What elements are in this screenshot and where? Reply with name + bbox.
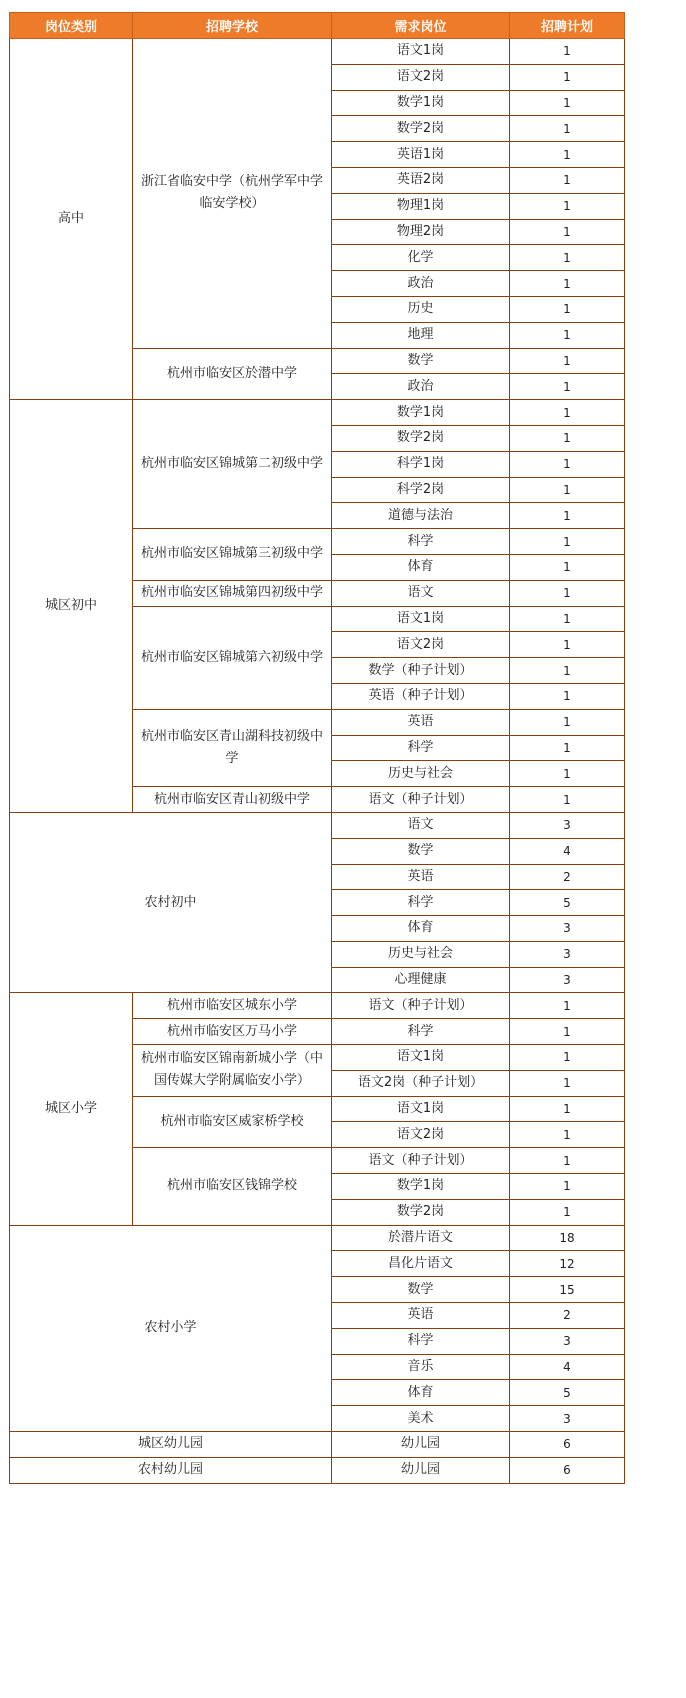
- plan-cell: 3: [510, 812, 625, 838]
- post-cell: 於潜片语文: [332, 1225, 510, 1251]
- school-cell: 杭州市临安区於潜中学: [133, 348, 332, 400]
- recruitment-plan-table: [9, 12, 625, 1484]
- plan-cell: 4: [510, 1354, 625, 1380]
- plan-cell: 3: [510, 967, 625, 993]
- plan-cell: 1: [510, 451, 625, 477]
- category-cell: 农村初中: [10, 812, 332, 993]
- post-cell: 数学1岗: [332, 1174, 510, 1200]
- post-cell: 数学1岗: [332, 90, 510, 116]
- plan-cell: 6: [510, 1432, 625, 1458]
- plan-cell: 1: [510, 271, 625, 297]
- post-cell: 美术: [332, 1406, 510, 1432]
- plan-cell: 5: [510, 890, 625, 916]
- post-cell: 英语2岗: [332, 167, 510, 193]
- plan-cell: 1: [510, 1199, 625, 1225]
- post-cell: 体育: [332, 1380, 510, 1406]
- post-cell: 数学1岗: [332, 400, 510, 426]
- post-cell: 语文1岗: [332, 1096, 510, 1122]
- recruitment-table-container: [9, 12, 625, 1484]
- post-cell: 数学: [332, 1277, 510, 1303]
- plan-cell: 1: [510, 477, 625, 503]
- plan-cell: 1: [510, 761, 625, 787]
- post-cell: 音乐: [332, 1354, 510, 1380]
- post-cell: 语文2岗: [332, 632, 510, 658]
- table-row: [10, 993, 625, 1019]
- plan-cell: 4: [510, 838, 625, 864]
- plan-cell: 15: [510, 1277, 625, 1303]
- post-cell: 化学: [332, 245, 510, 271]
- school-cell: 杭州市临安区城东小学: [133, 993, 332, 1019]
- school-cell: 杭州市临安区锦城第六初级中学: [133, 606, 332, 709]
- post-cell: 体育: [332, 554, 510, 580]
- post-cell: 语文: [332, 580, 510, 606]
- plan-cell: 1: [510, 167, 625, 193]
- plan-cell: 1: [510, 322, 625, 348]
- table-row: [10, 812, 625, 838]
- post-cell: 英语: [332, 1303, 510, 1329]
- plan-cell: 1: [510, 1045, 625, 1071]
- plan-cell: 6: [510, 1457, 625, 1483]
- post-cell: 数学: [332, 348, 510, 374]
- school-cell: 杭州市临安区青山初级中学: [133, 787, 332, 813]
- post-cell: 历史与社会: [332, 761, 510, 787]
- post-cell: 科学: [332, 529, 510, 555]
- table-row: [10, 1225, 625, 1251]
- plan-cell: 1: [510, 658, 625, 684]
- post-cell: 语文2岗: [332, 1122, 510, 1148]
- header-row: [10, 13, 625, 39]
- post-cell: 心理健康: [332, 967, 510, 993]
- category-cell: 城区幼儿园: [10, 1432, 332, 1458]
- post-cell: 历史与社会: [332, 941, 510, 967]
- plan-cell: 1: [510, 116, 625, 142]
- post-cell: 物理2岗: [332, 219, 510, 245]
- table-row: [10, 400, 625, 426]
- plan-cell: 1: [510, 554, 625, 580]
- post-cell: 科学: [332, 735, 510, 761]
- post-cell: 语文（种子计划）: [332, 1148, 510, 1174]
- plan-cell: 1: [510, 348, 625, 374]
- post-cell: 体育: [332, 916, 510, 942]
- plan-cell: 1: [510, 64, 625, 90]
- table-row: [10, 1432, 625, 1458]
- post-cell: 历史: [332, 296, 510, 322]
- post-cell: 科学: [332, 890, 510, 916]
- plan-cell: 1: [510, 709, 625, 735]
- header-post: 需求岗位: [332, 13, 510, 39]
- school-cell: 杭州市临安区锦城第二初级中学: [133, 400, 332, 529]
- school-cell: 杭州市临安区锦南新城小学（中国传媒大学附属临安小学）: [133, 1045, 332, 1097]
- plan-cell: 1: [510, 1096, 625, 1122]
- plan-cell: 1: [510, 193, 625, 219]
- post-cell: 英语1岗: [332, 142, 510, 168]
- category-cell: 城区小学: [10, 993, 133, 1225]
- post-cell: 语文1岗: [332, 39, 510, 65]
- plan-cell: 1: [510, 142, 625, 168]
- post-cell: 科学2岗: [332, 477, 510, 503]
- school-cell: 杭州市临安区锦城第三初级中学: [133, 529, 332, 581]
- plan-cell: 3: [510, 1328, 625, 1354]
- plan-cell: 1: [510, 529, 625, 555]
- header-school: 招聘学校: [133, 13, 332, 39]
- plan-cell: 2: [510, 864, 625, 890]
- plan-cell: 1: [510, 683, 625, 709]
- plan-cell: 1: [510, 580, 625, 606]
- school-cell: 浙江省临安中学（杭州学军中学临安学校）: [133, 39, 332, 349]
- post-cell: 政治: [332, 374, 510, 400]
- plan-cell: 5: [510, 1380, 625, 1406]
- plan-cell: 1: [510, 503, 625, 529]
- post-cell: 幼儿园: [332, 1457, 510, 1483]
- plan-cell: 1: [510, 219, 625, 245]
- plan-cell: 1: [510, 632, 625, 658]
- plan-cell: 12: [510, 1251, 625, 1277]
- table-body: [10, 39, 625, 1484]
- post-cell: 数学2岗: [332, 116, 510, 142]
- header-category: 岗位类别: [10, 13, 133, 39]
- category-cell: 高中: [10, 39, 133, 400]
- plan-cell: 2: [510, 1303, 625, 1329]
- plan-cell: 1: [510, 787, 625, 813]
- plan-cell: 1: [510, 993, 625, 1019]
- plan-cell: 1: [510, 1148, 625, 1174]
- school-cell: 杭州市临安区锦城第四初级中学: [133, 580, 332, 606]
- plan-cell: 1: [510, 606, 625, 632]
- plan-cell: 1: [510, 1122, 625, 1148]
- plan-cell: 3: [510, 941, 625, 967]
- plan-cell: 3: [510, 1406, 625, 1432]
- post-cell: 道德与法治: [332, 503, 510, 529]
- post-cell: 数学（种子计划）: [332, 658, 510, 684]
- post-cell: 科学: [332, 1019, 510, 1045]
- plan-cell: 1: [510, 1070, 625, 1096]
- post-cell: 英语（种子计划）: [332, 683, 510, 709]
- category-cell: 城区初中: [10, 400, 133, 813]
- plan-cell: 1: [510, 296, 625, 322]
- plan-cell: 1: [510, 1019, 625, 1045]
- plan-cell: 1: [510, 90, 625, 116]
- post-cell: 数学2岗: [332, 1199, 510, 1225]
- post-cell: 科学: [332, 1328, 510, 1354]
- post-cell: 语文2岗（种子计划）: [332, 1070, 510, 1096]
- post-cell: 语文2岗: [332, 64, 510, 90]
- school-cell: 杭州市临安区钱锦学校: [133, 1148, 332, 1225]
- plan-cell: 1: [510, 400, 625, 426]
- post-cell: 语文（种子计划）: [332, 787, 510, 813]
- post-cell: 语文（种子计划）: [332, 993, 510, 1019]
- school-cell: 杭州市临安区青山湖科技初级中学: [133, 709, 332, 786]
- table-row: [10, 1457, 625, 1483]
- plan-cell: 18: [510, 1225, 625, 1251]
- post-cell: 语文: [332, 812, 510, 838]
- post-cell: 数学: [332, 838, 510, 864]
- post-cell: 政治: [332, 271, 510, 297]
- plan-cell: 1: [510, 39, 625, 65]
- category-cell: 农村小学: [10, 1225, 332, 1431]
- post-cell: 英语: [332, 864, 510, 890]
- post-cell: 幼儿园: [332, 1432, 510, 1458]
- school-cell: 杭州市临安区万马小学: [133, 1019, 332, 1045]
- plan-cell: 1: [510, 374, 625, 400]
- table-header: [10, 13, 625, 39]
- post-cell: 数学2岗: [332, 425, 510, 451]
- post-cell: 昌化片语文: [332, 1251, 510, 1277]
- school-cell: 杭州市临安区威家桥学校: [133, 1096, 332, 1148]
- category-cell: 农村幼儿园: [10, 1457, 332, 1483]
- plan-cell: 1: [510, 245, 625, 271]
- plan-cell: 1: [510, 1174, 625, 1200]
- post-cell: 科学1岗: [332, 451, 510, 477]
- header-plan: 招聘计划: [510, 13, 625, 39]
- post-cell: 语文1岗: [332, 606, 510, 632]
- post-cell: 地理: [332, 322, 510, 348]
- plan-cell: 1: [510, 735, 625, 761]
- table-row: [10, 39, 625, 65]
- post-cell: 物理1岗: [332, 193, 510, 219]
- post-cell: 英语: [332, 709, 510, 735]
- plan-cell: 3: [510, 916, 625, 942]
- post-cell: 语文1岗: [332, 1045, 510, 1071]
- plan-cell: 1: [510, 425, 625, 451]
